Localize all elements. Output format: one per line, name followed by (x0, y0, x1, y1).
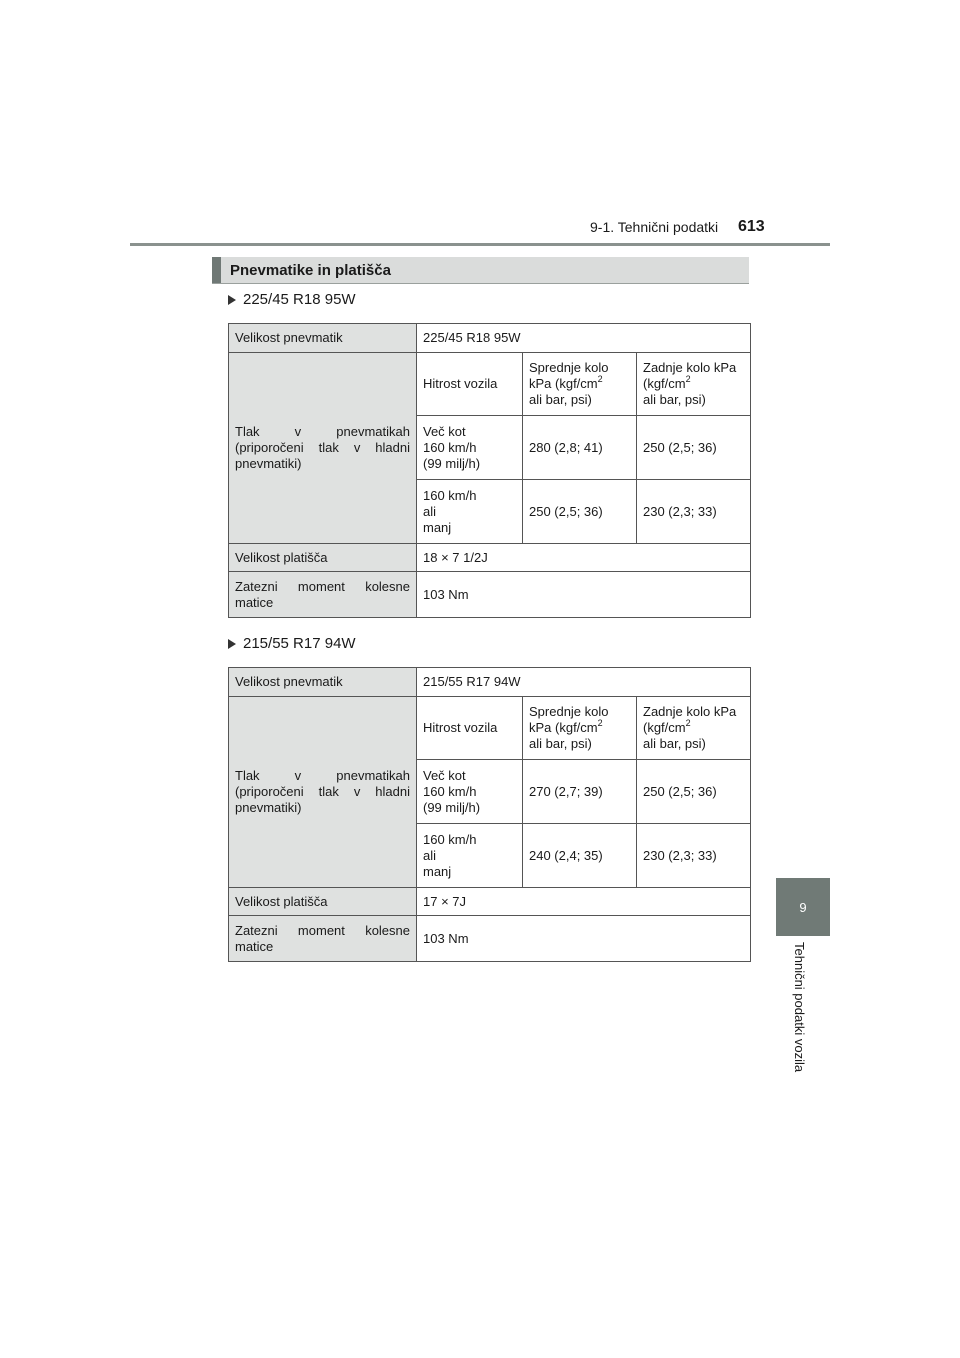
front-header: Sprednje kolo kPa ($kgf/cm^2$ ali bar, psi) (523, 353, 637, 416)
speed-cell: 160 km/h ali manj (417, 824, 523, 888)
tire-spec-table-1 (228, 323, 751, 618)
tire-spec-table-2 (228, 667, 751, 962)
speed-header: Hitrost vozila (417, 697, 523, 760)
rear-pressure: 250 (2,5; 36) (637, 416, 751, 480)
triangle-bullet-icon (228, 295, 236, 305)
variant-label: 215/55 R17 94W (243, 635, 356, 652)
variant-heading-2 (228, 635, 356, 652)
rim-size-label: Velikost platišča (229, 888, 417, 916)
rear-header: Zadnje kolo kPa ($kgf/cm^2$ ali bar, psi) (637, 697, 751, 760)
chapter-tab[interactable] (776, 878, 830, 936)
page-number: 613 (738, 218, 765, 235)
torque-label: Zatezni moment kolesne matice (229, 572, 417, 618)
front-pressure: 280 (2,8; 41) (523, 416, 637, 480)
torque-label: Zatezni moment kolesne matice (229, 916, 417, 962)
speed-cell: 160 km/h ali manj (417, 480, 523, 544)
rear-pressure: 230 (2,3; 33) (637, 824, 751, 888)
header-section-title: 9-1. Tehnični podatki (590, 219, 719, 235)
front-header: Sprednje kolo kPa ($kgf/cm^2$ ali bar, psi) (523, 697, 637, 760)
section-title: Pnevmatike in platišča (230, 261, 391, 279)
speed-cell: Več kot 160 km/h (99 milj/h) (417, 416, 523, 480)
front-pressure: 250 (2,5; 36) (523, 480, 637, 544)
front-pressure: 270 (2,7; 39) (523, 760, 637, 824)
section-heading (212, 257, 749, 284)
header-rule (130, 243, 830, 246)
rear-pressure: 250 (2,5; 36) (637, 760, 751, 824)
pressure-label: Tlak v pnevmatikah (priporočeni tlak v hladni pnevmatiki) (229, 697, 417, 888)
speed-cell: Več kot 160 km/h (99 milj/h) (417, 760, 523, 824)
torque-value: 103 Nm (417, 916, 751, 962)
variant-heading-1 (228, 291, 356, 308)
triangle-bullet-icon (228, 639, 236, 649)
front-pressure: 240 (2,4; 35) (523, 824, 637, 888)
pressure-label: Tlak v pnevmatikah (priporočeni tlak v hladni pnevmatiki) (229, 353, 417, 544)
speed-header: Hitrost vozila (417, 353, 523, 416)
chapter-label: Tehnični podatki vozila (792, 942, 807, 1073)
rim-size-label: Velikost platišča (229, 544, 417, 572)
section-marker (212, 257, 221, 283)
tire-size-value: 225/45 R18 95W (417, 324, 751, 353)
rim-size-value: 17 × 7J (417, 888, 751, 916)
variant-label: 225/45 R18 95W (243, 291, 356, 308)
rear-header: Zadnje kolo kPa ($kgf/cm^2$ ali bar, psi) (637, 353, 751, 416)
torque-value: 103 Nm (417, 572, 751, 618)
tire-size-label: Velikost pnevmatik (229, 668, 417, 697)
rear-pressure: 230 (2,3; 33) (637, 480, 751, 544)
tire-size-value: 215/55 R17 94W (417, 668, 751, 697)
rim-size-value: 18 × 7 1/2J (417, 544, 751, 572)
tire-size-label: Velikost pnevmatik (229, 324, 417, 353)
chapter-number: 9 (799, 899, 807, 915)
